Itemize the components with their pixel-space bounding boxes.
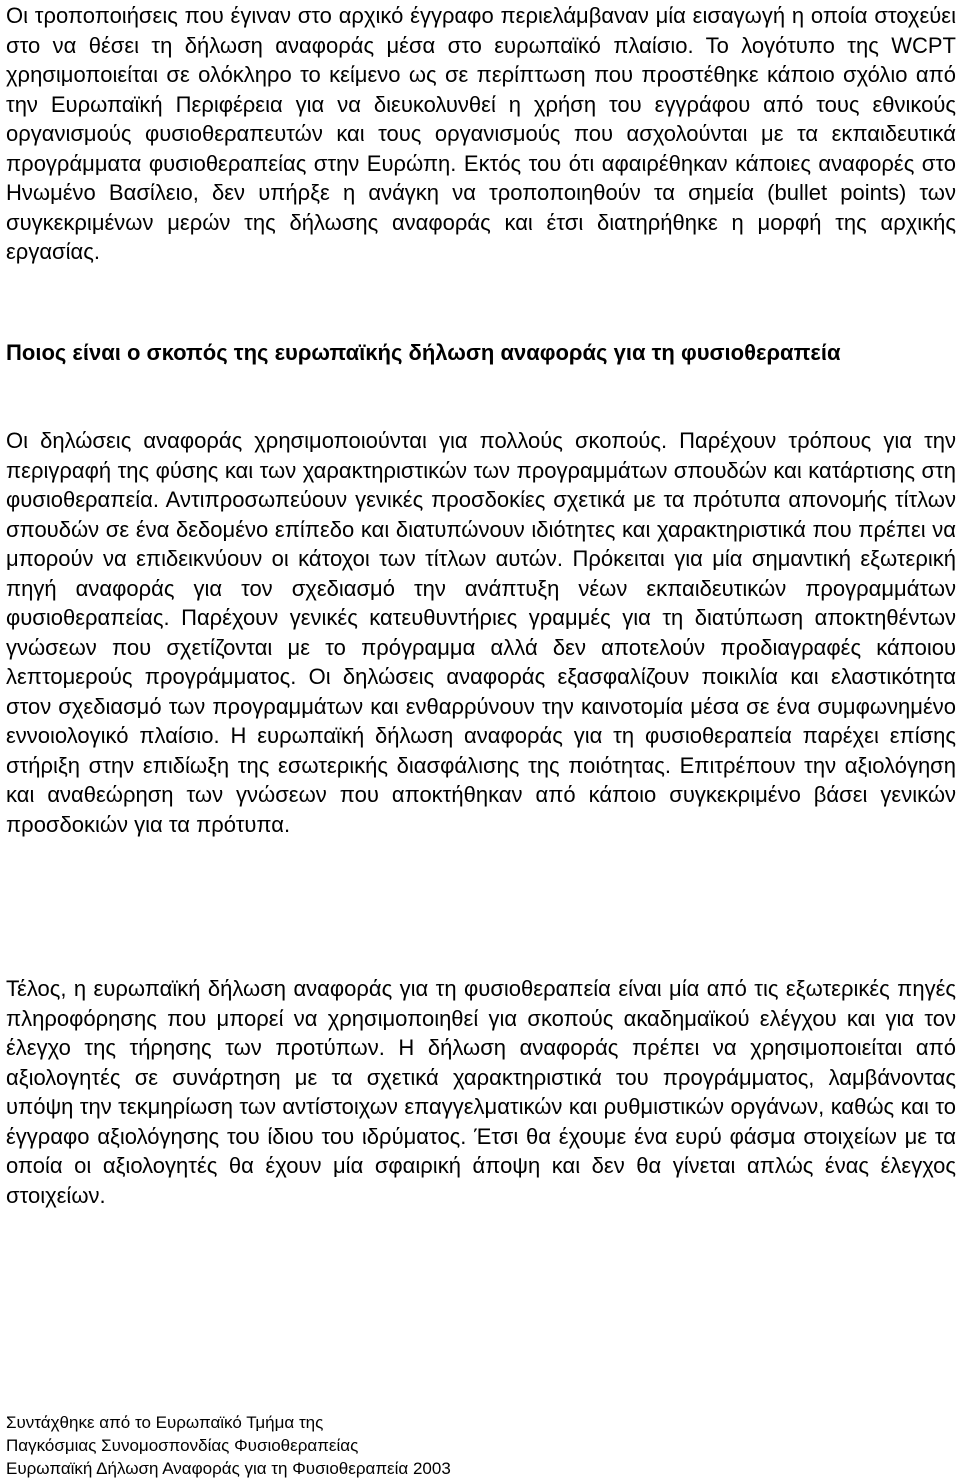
intro-paragraph: Οι τροποποιήσεις που έγιναν στο αρχικό έγγραφο περιελάμβαναν μία εισαγωγή η οποία στοχεύει στο να θέσει τη δήλωση αναφοράς μέσα στο ευρωπαϊκό πλαίσιο. Το λογότυπο της WCPT χρησιμοποιείται σε ολόκληρο το κείμενο ως σε περίπτωση που προστέθηκε κάποιο σχόλιο από την Ευρωπαϊκή Περιφέρεια για να διευκολυνθεί η χρήση του εγγράφου από τους εθνικούς οργανισμούς φυσιοθεραπευτών και τους οργανισμούς που ασχολούνται με τα εκπαιδευτικά προγράμματα φυσιοθεραπείας στην Ευρώπη. Εκτός του ότι αφαιρέθηκαν κάποιες αναφορές στο Ηνωμένο Βασίλειο, δεν υπήρξε η ανάγκη να τροποποιηθούν τα σημεία (bullet points) των συγκεκριμένων μερών της δήλωσης αναφοράς και έτσι διατηρήθηκε η μορφή της αρχικής εργασίας. xyxy=(6,3,956,264)
section-heading: Ποιος είναι ο σκοπός της ευρωπαϊκής δήλωση αναφοράς για τη φυσιοθεραπεία xyxy=(6,340,841,365)
page-footer xyxy=(6,1411,956,1480)
purpose-paragraph: Οι δηλώσεις αναφοράς χρησιμοποιούνται για πολλούς σκοπούς. Παρέχουν τρόπους για την περιγραφή της φύσης και των χαρακτηριστικών των προγραμμάτων σπουδών και κατάρτισης στη φυσιοθεραπεία. Αντιπροσωπεύουν γενικές προσδοκίες σχετικά με τα πρότυπα απονομής τίτλων σπουδών σε ένα δεδομένο επίπεδο και διατυπώνουν ιδιότητες και χαρακτηριστικά που πρέπει να μπορούν να επιδεικνύουν οι κάτοχοι των τίτλων αυτών. Πρόκειται για μία σημαντική εξωτερική πηγή αναφοράς για τον σχεδιασμό την ανάπτυξη νέων εκπαιδευτικών προγραμμάτων φυσιοθεραπείας. Παρέχουν γενικές κατευθυντήριες γραμμές για τη διατύπωση αποκτηθέντων γνώσεων που σχετίζονται με το πρόγραμμα αλλά δεν αποτελούν προδιαγραφές κάποιου λεπτομερούς προγράμματος. Οι δηλώσεις αναφοράς εξασφαλίζουν ποικιλία και ελαστικότητα στον σχεδιασμό των προγραμμάτων και ενθαρρύνουν την καινοτομία μέσα σε ένα συμφωνημένο εννοιολογικό πλαίσιο. Η ευρωπαϊκή δήλωση αναφοράς για τη φυσιοθεραπεία παρέχει επίσης στήριξη στην επιδίωξη της εσωτερικής διασφάλισης της ποιότητας. Επιτρέπουν την αξιολόγηση και αναθεώρηση των γνώσεων που αποκτήθηκαν από κάποιο συγκεκριμένο βάσει γενικών προσδοκιών για τα πρότυπα. xyxy=(6,428,956,837)
footer-line-document-title: Ευρωπαϊκή Δήλωση Αναφοράς για τη Φυσιοθεραπεία 2003 xyxy=(6,1459,451,1478)
footer-line-organization: Παγκόσμιας Συνομοσπονδίας Φυσιοθεραπείας xyxy=(6,1436,359,1455)
footer-line-author: Συντάχθηκε από το Ευρωπαϊκό Τμήμα της xyxy=(6,1413,324,1432)
final-paragraph: Τέλος, η ευρωπαϊκή δήλωση αναφοράς για τη φυσιοθεραπεία είναι μία από τις εξωτερικές πηγές πληροφόρησης που μπορεί να χρησιμοποιηθεί για σκοπούς ακαδημαϊκού ελέγχου και για τον έλεγχο της τήρησης των προτύπων. Η δήλωση αναφοράς πρέπει να χρησιμοποιείται από αξιολογητές σε συνάρτηση με τα σχετικά χαρακτηριστικά του προγράμματος, λαμβάνοντας υπόψη την τεκμηρίωση των αντίστοιχων επαγγελματικών και ρυθμιστικών οργάνων, καθώς και το έγγραφο αξιολόγησης του ίδιου του ιδρύματος. Έτσι θα έχουμε ένα ευρύ φάσμα στοιχείων με τα οποία οι αξιολογητές θα έχουν μία σφαιρική άποψη και δεν θα γίνεται απλώς ένας έλεγχος στοιχείων. xyxy=(6,976,956,1208)
